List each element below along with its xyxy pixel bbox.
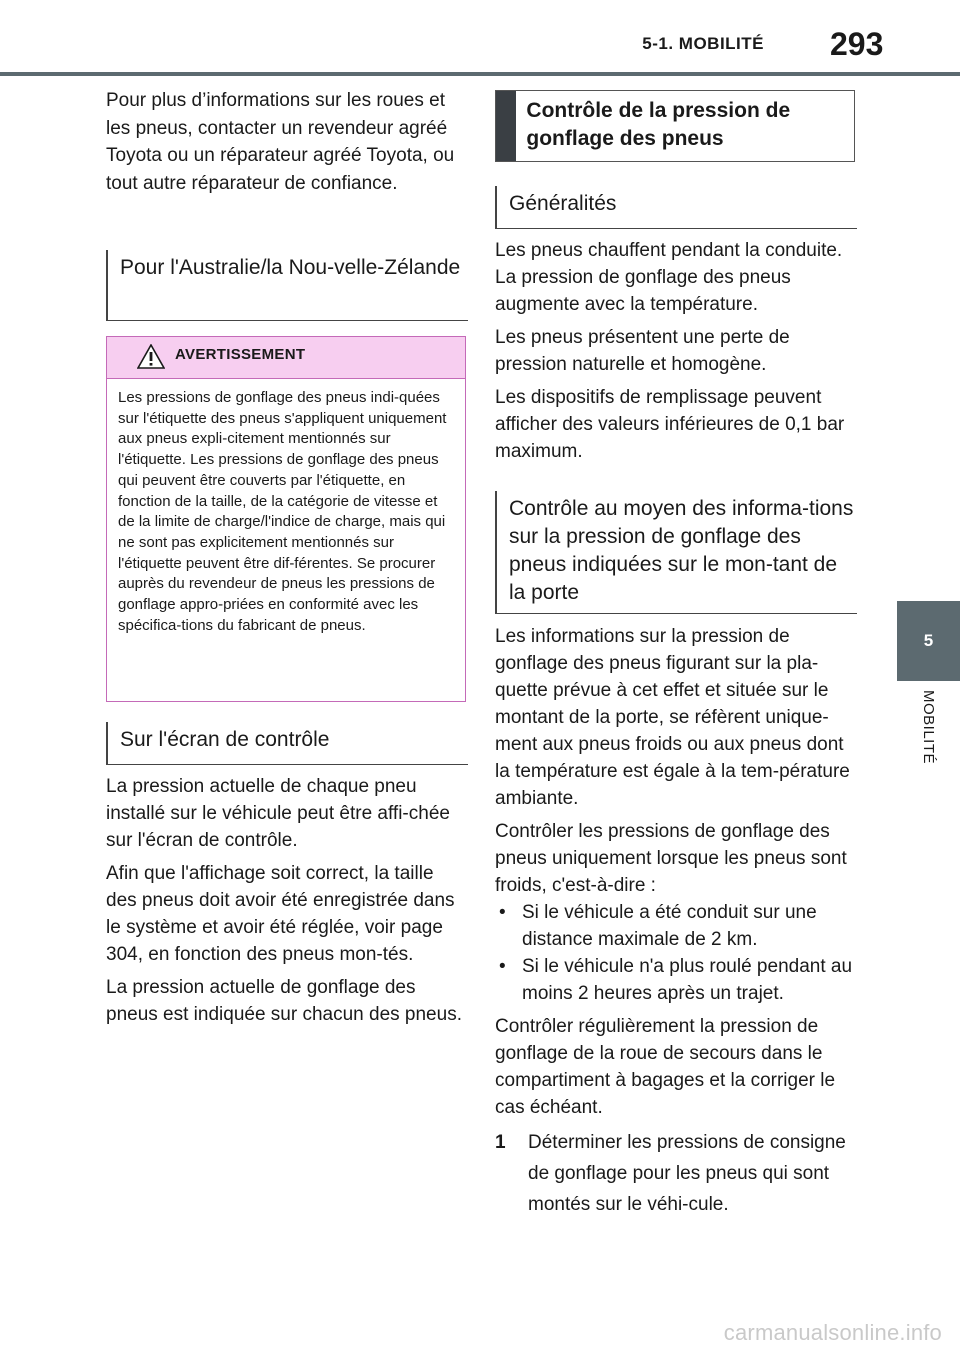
bullet-item: • Si le véhicule a été conduit sur une distance maximale de 2 km. — [495, 899, 855, 953]
cold-paragraph: Contrôler les pressions de gonflage des pneus uniquement lorsque les pneus sont froids, c'est-à-dire : — [495, 821, 847, 896]
chapter-label — [897, 690, 960, 800]
section-title: 5-1. MOBILITÉ — [642, 34, 764, 53]
left-body — [106, 773, 466, 1034]
left-intro — [106, 87, 466, 203]
heading-door-pillar: Contrôle au moyen des informa-tions sur la pression de gonflage des pneus indiquées sur le mon-tant de la porte — [495, 491, 857, 614]
general-paragraph-1: Les pneus chauffent pendant la conduite. La pression de gonflage des pneus augmente avec la température. — [495, 240, 843, 315]
bullet-item: • Si le véhicule n'a plus roulé pendant au moins 2 heures après un trajet. — [495, 953, 855, 1007]
screen-paragraph-2: Afin que l'affichage soit correct, la taille des pneus doit avoir été enregistrée dans le système et avoir été réglée, voir page 304, en fonction des pneus mon-tés. — [106, 863, 455, 965]
warning-header — [107, 337, 465, 379]
step-number: 1 — [495, 1132, 506, 1153]
warning-triangle-icon — [137, 344, 165, 369]
warning-title: AVERTISSEMENT — [175, 346, 306, 363]
main-heading-text: Contrôle de la pression de gonflage des pneus — [526, 99, 791, 150]
warning-box — [106, 336, 466, 702]
spare-paragraph: Contrôler régulièrement la pression de gonflage de la roue de secours dans le compartiment à bagages et la corriger le cas échéant. — [495, 1016, 836, 1118]
door-body — [495, 623, 855, 1220]
page-number: 293 — [830, 26, 884, 62]
step-item — [495, 1127, 855, 1220]
warning-text: Les pressions de gonflage des pneus indi-quées sur l'étiquette des pneus s'appliquent uniquement aux pneus expli-citement mentionnés sur l'étiquette. Les pressions de gonflage des pneus qui peuvent être couverts par l'étiquette, en fonction de la taille, de la catégorie de vitesse et de la limite de charge/l'indice de charge, mais qui ne sont pas explicitement mentionnés sur l'étiquette peuvent être dif-férentes. Se procurer auprès du revendeur de pneus les pressions de gonflage appro-priées en conformité avec les spécifica-tions du fabricant de pneus. — [118, 389, 447, 634]
general-body — [495, 237, 855, 471]
screen-paragraph-3: La pression actuelle de gonflage des pneus est indiquée sur chacun des pneus. — [106, 977, 462, 1025]
heading-general: Généralités — [495, 186, 857, 229]
heading-australia: Pour l'Australie/la Nou-velle-Zélande — [106, 250, 468, 321]
heading-bar — [496, 91, 516, 161]
door-paragraph: Les informations sur la pression de gonflage des pneus figurant sur la pla-quette prévue à cet effet et située sur le montant de la porte, se réfèrent unique-ment aux pneus froids ou aux pneus dont la température est égale à la tem-pérature ambiante. — [495, 626, 850, 809]
general-paragraph-2: Les pneus présentent une perte de pression naturelle et homogène. — [495, 327, 790, 375]
intro-paragraph: Pour plus d’informations sur les roues et les pneus, contacter un revendeur agréé Toyota ou un réparateur agréé Toyota, ou tout autre réparateur de confiance. — [106, 90, 455, 194]
general-paragraph-3: Les dispositifs de remplissage peuvent afficher des valeurs inférieures de 0,1 bar maximum. — [495, 387, 845, 462]
header-rule — [0, 72, 960, 76]
chapter-label-text: MOBILITÉ — [920, 690, 937, 765]
heading-control-screen: Sur l'écran de contrôle — [106, 722, 468, 765]
screen-paragraph-1: La pression actuelle de chaque pneu installé sur le véhicule peut être affi-chée sur l'écran de contrôle. — [106, 776, 450, 851]
main-heading — [495, 90, 855, 162]
watermark: carmanualsonline.info — [723, 1320, 942, 1345]
step-text: Déterminer les pressions de consigne de gonflage pour les pneus qui sont montés sur le véhi-cule. — [528, 1132, 846, 1215]
chapter-tab[interactable]: 5 — [897, 601, 960, 681]
